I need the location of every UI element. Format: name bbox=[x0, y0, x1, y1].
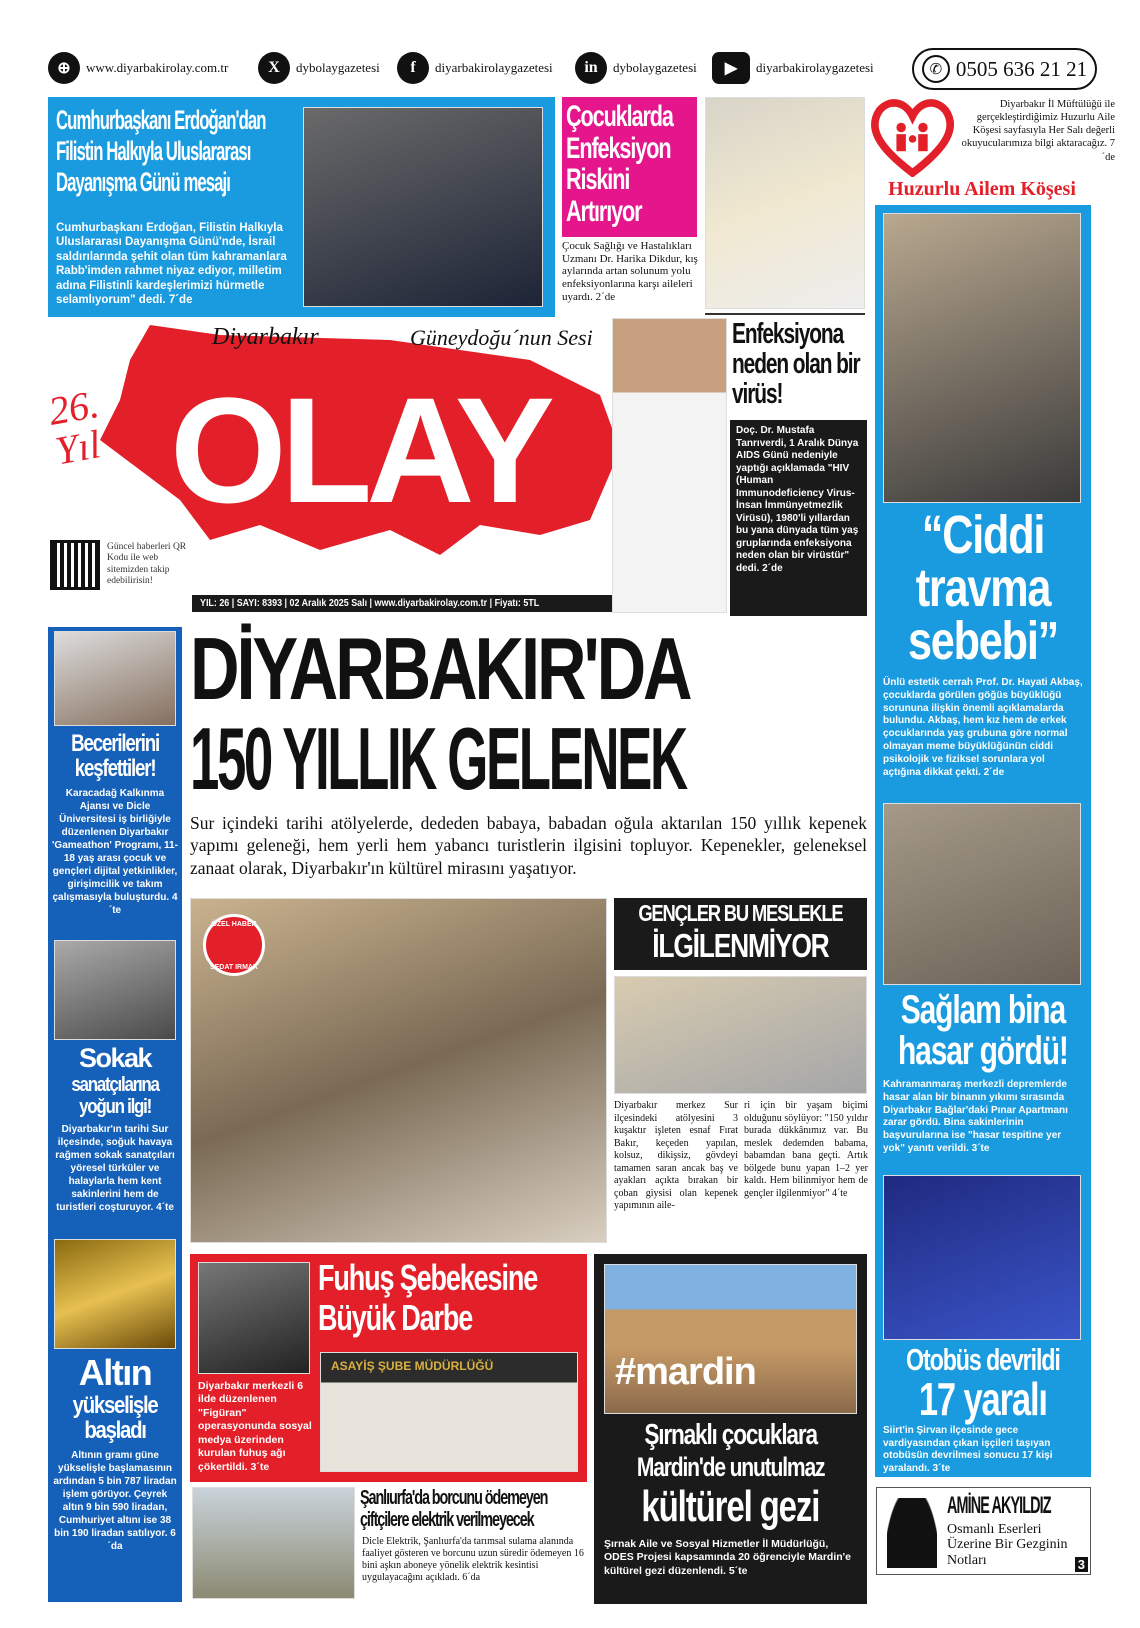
altin-headline: Altın bbox=[78, 1352, 152, 1393]
main-headline-line1: DİYARBAKIR'DA bbox=[190, 619, 690, 718]
altin-subheadline: yükselişle başladı bbox=[72, 1392, 158, 1445]
gold-photo bbox=[54, 1239, 176, 1349]
sanliurfa-body: Dicle Elektrik, Şanlıurfa'da tarımsal sulama alanında faaliyet gösteren ve borcunu uzun süredir ödemeyen 16 bini aşkın aboneye yönelik elektrik kesintisi uygulayacağını açıkladı. 6´da bbox=[362, 1536, 584, 1583]
sokak-headline: Sokak bbox=[78, 1043, 152, 1073]
main-body-col1: Diyarbakır merkez Sur ilçesindeki atölyesini 3 kuşaktır işleten esnaf Fırat Bakır, keçeden yapılan, kolsuz, dikişsiz, gövdeyi tamamen saran ancak baş ve ayakları açıkta bırakan bir çoban giysisi olan kepenek yapımının aile- bbox=[614, 1100, 738, 1211]
bus-photo bbox=[883, 1175, 1081, 1340]
columnist-title: Osmanlı Eserleri Üzerine Bir Gezginin Notları bbox=[947, 1522, 1068, 1568]
sub-headline2: İLGİLENMİYOR bbox=[652, 927, 829, 964]
building-photo bbox=[883, 803, 1081, 985]
facebook-icon: f bbox=[397, 52, 429, 84]
mardin-body: Şırnak Aile ve Sosyal Hizmetler İl Müdürlüğü, ODES Projesi kapsamında 20 öğrenciyle Mardin'e kültürel gezi düzenlendi. 5´te bbox=[604, 1538, 852, 1577]
enfeksiyon-body: Çocuk Sağlığı ve Hastalıkları Uzmanı Dr. Harika Dikdur, kış aylarında artan solunum yolu enfeksiyonlarına karşı aileleri uyardı. 2´de bbox=[562, 240, 698, 303]
erdogan-story[interactable] bbox=[48, 97, 555, 317]
travma-headline: “Ciddi travma sebebi” bbox=[907, 505, 1059, 671]
asayis-sign: ASAYİŞ ŞUBE MÜDÜRLÜĞÜ bbox=[331, 1359, 494, 1373]
kepenek-photo bbox=[190, 898, 607, 1243]
sokak-subheadline: sanatçılarına yoğun ilgi! bbox=[71, 1074, 159, 1118]
qr-code[interactable] bbox=[50, 540, 100, 590]
heart-family-logo bbox=[868, 97, 958, 177]
whatsapp-icon: ✆ bbox=[922, 55, 950, 83]
divider bbox=[705, 313, 865, 315]
olay-logo-text: OLAY bbox=[170, 366, 549, 534]
kepenek-rolls-photo bbox=[614, 976, 867, 1094]
mardin-headline3: kültürel gezi bbox=[641, 1482, 820, 1531]
erdogan-headline: Cumhurbaşkanı Erdoğan'dan Filistin Halkıyla Uluslararası Dayanışma Günü mesajı bbox=[56, 105, 266, 198]
fuhus-photo1 bbox=[198, 1262, 310, 1374]
virus-body: Doç. Dr. Mustafa Tanrıverdi, 1 Aralık Dünya AIDS Günü nedeniyle yaptığı açıklamada "HIV (Human Immunodeficiency Virus-İnsan İmmünyetmezlik Virüsü), 1980'li yıllardan bu yana dünyada tüm yaş gruplarında enfeksiyona neden olan bir virüstür" dedi. 2´de bbox=[730, 420, 867, 616]
youtube-icon: ▶ bbox=[712, 52, 750, 84]
masthead-slogan: Güneydoğu´nun Sesi bbox=[410, 325, 593, 350]
mardin-headline2: Mardin'de unutulmaz bbox=[636, 1452, 825, 1482]
reporter-name: SEDAT IRMAK bbox=[209, 964, 259, 971]
erdogan-body: Cumhurbaşkanı Erdoğan, Filistin Halkıyla Uluslararası Dayanışma Günü'nde, İsrail saldırılarında şehit olan tüm kahramanlara Rabb'imden rahmet niyaz ediyor, milletim adına Filistinli kardeşlerimizi hürmetle selamlıyorum" dedi. 7´de bbox=[56, 222, 287, 306]
right-column bbox=[875, 205, 1091, 1477]
exclusive-badge bbox=[203, 914, 265, 976]
phone-contact[interactable]: ✆ 0505 636 21 21 bbox=[912, 48, 1097, 90]
erdogan-photo bbox=[303, 107, 543, 307]
sanliurfa-headline: Şanlıurfa'da borcunu ödemeyen çiftçilere elektrik verilmeyecek bbox=[360, 1487, 548, 1531]
badge-label: ÖZEL HABER bbox=[211, 921, 257, 928]
fuhus-headline: Fuhuş Şebekesine Büyük Darbe bbox=[318, 1257, 538, 1338]
beceri-headline: Becerilerini keşfettiler! bbox=[71, 730, 160, 783]
altin-body: Altının gramı güne yükselişle başlamasının ardından 5 bin 787 liradan işlem görüyor. Çeyrek altın 9 bin 590 liradan, Cumhuriyet altını ise 38 bin 190 liradan satılıyor. 6´da bbox=[53, 1450, 177, 1552]
fuhus-story[interactable] bbox=[190, 1254, 587, 1482]
columnist-avatar-icon bbox=[887, 1498, 937, 1568]
columnist-name: AMİNE AKYILDIZ bbox=[947, 1492, 1051, 1519]
qr-caption: Güncel haberleri QR Kodu ile web sitemizden takip edebilirisin! bbox=[107, 542, 187, 587]
enfeksiyon-headline-box bbox=[562, 97, 697, 237]
columnist-box[interactable] bbox=[876, 1487, 1091, 1575]
huzurlu-title: Huzurlu Ailem Köşesi bbox=[888, 178, 1076, 200]
sub-headline1: GENÇLER BU MESLEKLE bbox=[638, 900, 843, 926]
linkedin-icon: in bbox=[575, 52, 607, 84]
otobus-body: Siirt'in Şirvan ilçesinde gece vardiyasından çıkan işçileri taşıyan otobüsün devrilmesi sonucu 17 kişi yaralandı. 3´te bbox=[883, 1425, 1053, 1474]
x-icon: X bbox=[258, 52, 290, 84]
mardin-photo bbox=[604, 1264, 857, 1414]
travma-body: Ünlü estetik cerrah Prof. Dr. Hayati Akbaş, çocuklarda görülen göğüs büyüklüğü sorununa ilişkin önemli açıklamalarda bulundu. Akbaş, hem kız hem de erkek çocuklarında yaş grubuna göre normal olmayan meme büyüklüğünün ciddi psikolojik ve fiziksel sorunlara yol açtığına dikkat çekti. 2´de bbox=[883, 677, 1083, 778]
masthead-city: Diyarbakır bbox=[212, 324, 319, 350]
linkedin-link[interactable]: in dybolaygazetesi bbox=[575, 50, 697, 86]
gameathon-photo bbox=[54, 631, 176, 726]
left-column bbox=[48, 627, 182, 1602]
virus-headline: Enfeksiyona neden olan bir virüs! bbox=[732, 318, 860, 410]
bina-body: Kahramanmaraş merkezli depremlerde hasar alan bir binanın yıkımı sırasında Diyarbakır Bağlar'daki Pınar Apartmanı zarar gördü. Bina sakinlerinin başvurularına ise "hasar tespitine yer yok" yanıtı verildi. 3´te bbox=[883, 1079, 1068, 1154]
page-number: 3 bbox=[1075, 1557, 1088, 1572]
main-lede: Sur içindeki tarihi atölyelerde, dededen babaya, babadan oğula aktarılan 150 yıllık kepenek yapımı geleneği, hem yerli hem yabancı turistlerin ilgisini topluyor. Kepenekler, geleneksel zanaat olarak, Diyarbakır'ın kültürel mirasını yaşatıyor. bbox=[190, 813, 867, 878]
issue-info-text: YIL: 26 | SAYI: 8393 | 02 Aralık 2025 Salı | www.diyarbakirolay.com.tr | Fiyatı: 5TL bbox=[200, 597, 540, 609]
otobus-headline: Otobüs devrildi bbox=[906, 1342, 1060, 1377]
power-lines-photo bbox=[192, 1487, 355, 1599]
otobus-subheadline: 17 yaralı bbox=[918, 1373, 1047, 1425]
mardin-headline1: Şırnaklı çocuklara bbox=[644, 1419, 817, 1451]
doctor-photo bbox=[705, 97, 865, 309]
virus-doctor-photo bbox=[612, 318, 727, 613]
asayis-photo bbox=[320, 1352, 578, 1472]
masthead-logo bbox=[60, 320, 620, 580]
facebook-link[interactable]: f diyarbakirolaygazetesi bbox=[397, 50, 553, 86]
bina-headline: Sağlam bina hasar gördü! bbox=[897, 988, 1068, 1074]
youtube-link[interactable]: ▶ diyarbakirolaygazetesi bbox=[712, 50, 874, 86]
main-headline-line2: 150 YILLIK GELENEK bbox=[190, 709, 686, 808]
enfeksiyon-headline: Çocuklarda Enfeksiyon Riskini Artırıyor bbox=[566, 100, 673, 228]
main-body-col2: ri için bir yaşam biçimi olduğunu söylüyor: "150 yıldır burada dükkânımız var. Bu meslek dedemden babama, babamdan bana geçti. Artık bölgede bunu yapan 1–2 yer kaldı. Hem bilinmiyor hem de gençler ilgilenmiyor" 4´te bbox=[744, 1100, 868, 1199]
akbas-photo bbox=[883, 213, 1081, 503]
globe-icon: ⊕ bbox=[48, 52, 80, 84]
sokak-body: Diyarbakır'ın tarihi Sur ilçesinde, soğuk havaya rağmen sokak sanatçıları yöresel türküler ve halaylarla hem kent sakinlerini hem de turistleri coşturuyor. 4´te bbox=[55, 1124, 175, 1213]
mardin-sign: #mardin bbox=[615, 1351, 756, 1393]
x-link[interactable]: X dybolaygazetesi bbox=[258, 50, 380, 86]
street-musicians-photo bbox=[54, 940, 176, 1040]
huzurlu-body: Diyarbakır İl Müftülüğü ile gerçekleştirdiğimiz Huzurlu Aile Köşesi sayfasıyla Her Salı değerli okuyucularımıza bilgi aktaracağız. 7´de bbox=[961, 99, 1115, 163]
website-link[interactable]: ⊕ www.diyarbakirolay.com.tr bbox=[48, 50, 228, 86]
mardin-story[interactable] bbox=[594, 1254, 867, 1604]
fuhus-body: Diyarbakır merkezli 6 ilde düzenlenen "Figüran" operasyonunda sosyal medya üzerinden kurulan fuhuş ağı çökertildi. 3´te bbox=[198, 1380, 312, 1473]
anniversary-mark: 26. Yıl bbox=[45, 380, 104, 474]
sub-headline-box bbox=[614, 898, 867, 970]
beceri-body: Karacadağ Kalkınma Ajansı ve Dicle Üniversitesi iş birliğiyle düzenlenen Diyarbakır 'Gameathon' Programı, 11-18 yaş arası çocuk ve gençleri dijital yetkinlikler, girişimcilik ve takım çalışmasıyla buluşturdu. 4´te bbox=[52, 788, 178, 916]
